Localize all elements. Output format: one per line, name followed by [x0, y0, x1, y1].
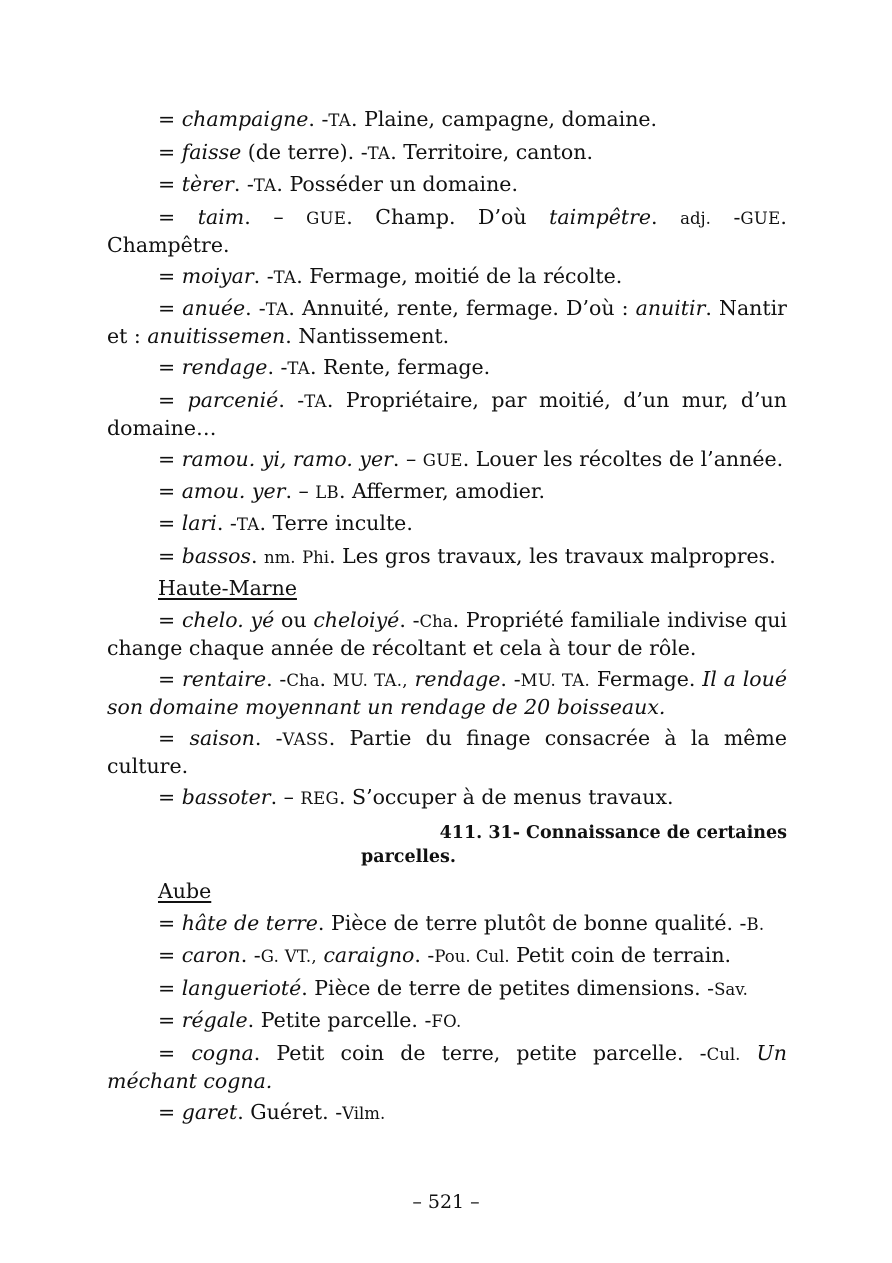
term: saison [189, 725, 255, 750]
entry-regale: = régale. Petite parcelle. -FO. [158, 1008, 462, 1032]
entry-champaigne: = champaigne. -TA. Plaine, campagne, domaine. [158, 107, 658, 131]
entry-anuee: = anuée. -TA. Annuité, rente, fermage. D’où : anuitir. Nantir et : anuitissemen. Nantissement. [107, 296, 787, 348]
source: GUE [422, 450, 463, 470]
definition: Fermage, moitié de la récolte. [309, 263, 623, 288]
term: amou. yer [181, 478, 286, 503]
conjunction: ou [281, 607, 307, 632]
source: REG [300, 788, 339, 808]
entry-rendage: = rendage. -TA. Rente, fermage. [158, 355, 491, 379]
term: ramou. yi, ramo. yer [181, 446, 393, 471]
definition: Petit coin de terre, petite parcelle. [276, 1040, 684, 1065]
term: bassos [181, 543, 251, 568]
term: tèrer [181, 172, 234, 196]
term: moiyar [181, 263, 254, 288]
derived-term: taimpêtre [549, 204, 652, 229]
term: régale [181, 1008, 248, 1032]
definition: S’occuper à de menus travaux. [352, 784, 674, 809]
definition: Nantissement. [298, 324, 450, 348]
definition: Annuité, rente, fermage. D’où : [301, 296, 629, 320]
entry-cogna: = cogna. Petit coin de terre, petite parcelle. -Cul. Un méchant cogna. [107, 1040, 787, 1093]
source: Pou. Cul. [434, 947, 510, 966]
entry-bassos: = bassos. nm. Phi. Les gros travaux, les travaux malpropres. [158, 543, 776, 568]
definition: Territoire, canton. [403, 139, 593, 164]
definition: Posséder un domaine. [289, 172, 518, 196]
definition: Champêtre. [107, 232, 230, 257]
entry-saison: = saison. -VASS. Partie du finage consacrée à la même culture. [107, 725, 787, 778]
term: cheloiyé [313, 607, 400, 632]
term: hâte de terre [181, 910, 318, 935]
definition: Petit coin de terrain. [516, 943, 732, 967]
source: Phi [302, 547, 330, 567]
definition: Pièce de terre plutôt de bonne qualité. [330, 910, 733, 935]
definition: Pièce de terre de petites dimensions. [314, 975, 701, 1000]
example: Il a loué son domaine moyennant un rendage de 20 boisseaux. [107, 666, 787, 719]
definition: Petite parcelle. [260, 1008, 418, 1032]
source: Cha [286, 670, 320, 690]
section-heading [107, 814, 787, 876]
source: G. VT., [260, 947, 317, 966]
derived-term: anuitir [635, 296, 706, 320]
source: Cha [419, 611, 453, 631]
definition: Les gros travaux, les travaux malpropres. [342, 543, 776, 568]
document-page [107, 104, 787, 1129]
entry-garet: = garet. Guéret. -Vilm. [158, 1099, 386, 1124]
source: MU. TA., [332, 670, 408, 690]
term: parcenié [187, 387, 279, 412]
qualifier: (de terre) [247, 139, 348, 164]
page-number: – 521 – [412, 1191, 480, 1213]
term: chelo. yé [181, 607, 275, 632]
term: taim [197, 204, 245, 229]
definition: Nantir et : [107, 296, 787, 348]
entry-lari: = lari. -TA. Terre inculte. [158, 511, 413, 535]
entry-ramou: = ramou. yi, ramo. yer. – GUE. Louer les récoltes de l’année. [158, 446, 784, 471]
term: bassoter [181, 784, 271, 809]
entry-hate-de-terre: = hâte de terre. Pièce de terre plutôt de bonne qualité. -B. [158, 910, 765, 935]
source: GUE [740, 208, 781, 228]
source: TA [287, 359, 311, 378]
section-heading-line2: parcelles. [361, 847, 456, 867]
term: languerioté [181, 975, 302, 1000]
source: TA [236, 515, 260, 534]
source: VASS [282, 729, 329, 749]
term: garet [181, 1099, 238, 1124]
term: faisse [181, 139, 242, 164]
definition: Propriété familiale indivise qui change chaque année de récoltant et cela à tour de rôle. [107, 607, 787, 660]
term: anuée [182, 296, 246, 320]
term: caraigno [323, 943, 415, 967]
definition: Louer les récoltes de l’année. [475, 446, 784, 471]
definition: Rente, fermage. [323, 355, 491, 379]
source: Sav. [714, 979, 748, 999]
term: rendage [414, 666, 501, 691]
part-of-speech: adj. [680, 208, 711, 228]
entry-chelo: = chelo. yé ou cheloiyé. -Cha. Propriété familiale indivise qui change chaque année de récoltant et cela à tour de rôle. [107, 607, 787, 660]
derived-term: anuitissemen [147, 324, 286, 348]
definition: Fermage. [596, 666, 696, 691]
definition: Partie du finage consacrée à la même culture. [107, 725, 787, 778]
term: rendage [181, 355, 268, 379]
definition: Champ. D’où [375, 204, 527, 229]
term: rentaire [182, 666, 267, 691]
definition: Terre inculte. [272, 511, 413, 535]
entry-bassoter: = bassoter. – REG. S’occuper à de menus travaux. [158, 784, 674, 809]
source: LB [315, 482, 339, 502]
source: TA [253, 176, 277, 195]
entry-amou: = amou. yer. – LB. Affermer, amodier. [158, 478, 545, 503]
example: Un méchant cogna. [107, 1040, 787, 1093]
definition: Affermer, amodier. [352, 478, 545, 503]
region-heading-aube: Aube [158, 879, 212, 903]
entry-rentaire: = rentaire. -Cha. MU. TA., rendage. -MU. TA. Fermage. Il a loué son domaine moyennant un rendage de 20 boisseaux. [107, 666, 787, 719]
source: TA [265, 300, 289, 319]
term: lari [181, 511, 217, 535]
region-heading-haute-marne: Haute-Marne [158, 576, 297, 600]
part-of-speech: nm. [264, 547, 296, 567]
term: cogna [191, 1040, 254, 1065]
entry-languerioté: = languerioté. Pièce de terre de petites dimensions. -Sav. [158, 975, 748, 1000]
entry-moiyar: = moiyar. -TA. Fermage, moitié de la récolte. [158, 263, 623, 288]
definition: Propriétaire, par moitié, d’un mur, d’un domaine… [107, 387, 787, 440]
entry-caron: = caron. -G. VT., caraigno. -Pou. Cul. Petit coin de terrain. [158, 943, 732, 967]
source: FO. [431, 1012, 462, 1031]
entry-faisse: = faisse (de terre). -TA. Territoire, canton. [158, 139, 593, 164]
definition: Guéret. [250, 1099, 329, 1124]
source: TA [328, 111, 352, 130]
term: caron [181, 943, 241, 967]
source: GUE [306, 208, 347, 228]
term: champaigne [181, 107, 309, 131]
source: MU. TA. [520, 670, 591, 690]
source: Cul. [706, 1044, 741, 1064]
source: TA [367, 143, 391, 163]
entry-terer: = tèrer. -TA. Posséder un domaine. [158, 172, 518, 196]
entry-taim: = taim. – GUE. Champ. D’où taimpêtre. adj. -GUE. Champêtre. [107, 204, 787, 257]
source: TA [273, 267, 297, 287]
entry-parcenie: = parcenié. -TA. Propriétaire, par moitié, d’un mur, d’un domaine… [107, 387, 787, 440]
source: TA [304, 391, 327, 411]
source: Vilm. [342, 1103, 386, 1123]
section-heading-line1: 411. 31- Connaissance de certaines [439, 823, 787, 843]
definition: Plaine, campagne, domaine. [364, 107, 658, 131]
source: B. [746, 914, 765, 934]
